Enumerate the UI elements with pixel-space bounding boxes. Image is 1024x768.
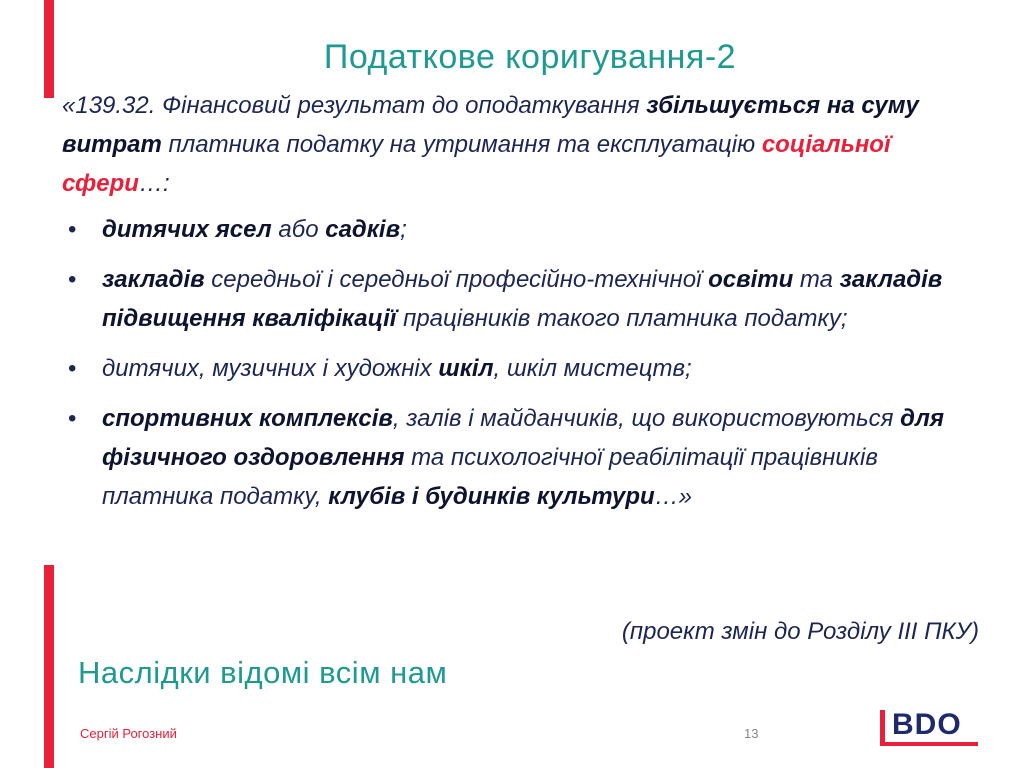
intro-bold-1: збільшується на суму витрат <box>62 92 919 158</box>
bullet-bold: для фізичного оздоровлення <box>102 405 945 471</box>
bullet-bold: спортивних комплексів <box>102 405 393 432</box>
slide-body <box>62 86 992 527</box>
page-number: 13 <box>744 726 759 741</box>
bullet-item <box>62 399 992 516</box>
bullet-text: працівників такого платника податку; <box>396 305 848 332</box>
bullet-text: та психологічної реабілітації працівників платника податку, <box>102 444 878 510</box>
bdo-logo <box>880 708 980 750</box>
bullet-list <box>62 210 992 516</box>
bullet-bold: клубів і будинків культури <box>328 483 655 510</box>
bullet-text: дитячих, музичних і художніх <box>102 355 439 382</box>
bullet-text: , залів і майданчиків, що використовуються <box>392 405 901 432</box>
bullet-text: , шкіл мистецтв; <box>493 355 692 382</box>
bullet-text: ; <box>400 216 407 243</box>
intro-text-2: платника податку на утримання та експлуатацію <box>161 131 762 158</box>
bullet-text: або <box>271 216 326 243</box>
source-note: (проект змін до Розділу III ПКУ) <box>621 618 979 645</box>
intro-text-3: …: <box>138 170 170 197</box>
slide-subtitle: Наслідки відомі всім нам <box>78 655 448 690</box>
slide-title: Податкове коригування-2 <box>323 38 737 76</box>
intro-text-1: «139.32. Фінансовий результат до оподаткування <box>62 92 647 119</box>
bullet-text: та <box>793 266 840 293</box>
logo-text: BDO <box>892 708 962 741</box>
bullet-bold: закладів <box>102 266 205 293</box>
red-accent-bar-bottom <box>44 565 54 768</box>
bullet-text: …» <box>654 483 693 510</box>
bullet-bold: дитячих ясел <box>102 216 272 243</box>
bullet-item <box>62 260 992 338</box>
footer-author: Сергій Рогозний <box>80 726 177 741</box>
bullet-bold: освіти <box>708 266 794 293</box>
bullet-item <box>62 210 992 249</box>
intro-paragraph <box>62 86 992 203</box>
bullet-item <box>62 349 992 388</box>
bullet-bold: садків <box>325 216 401 243</box>
logo-red-bar <box>880 710 885 746</box>
intro-highlight: соціальної сфери <box>62 131 891 197</box>
bullet-text: середньої і середньої професійно-технічної <box>204 266 709 293</box>
logo-red-underline <box>880 742 978 746</box>
bullet-bold: закладів підвищення кваліфікації <box>102 266 943 332</box>
bullet-bold: шкіл <box>438 355 494 382</box>
